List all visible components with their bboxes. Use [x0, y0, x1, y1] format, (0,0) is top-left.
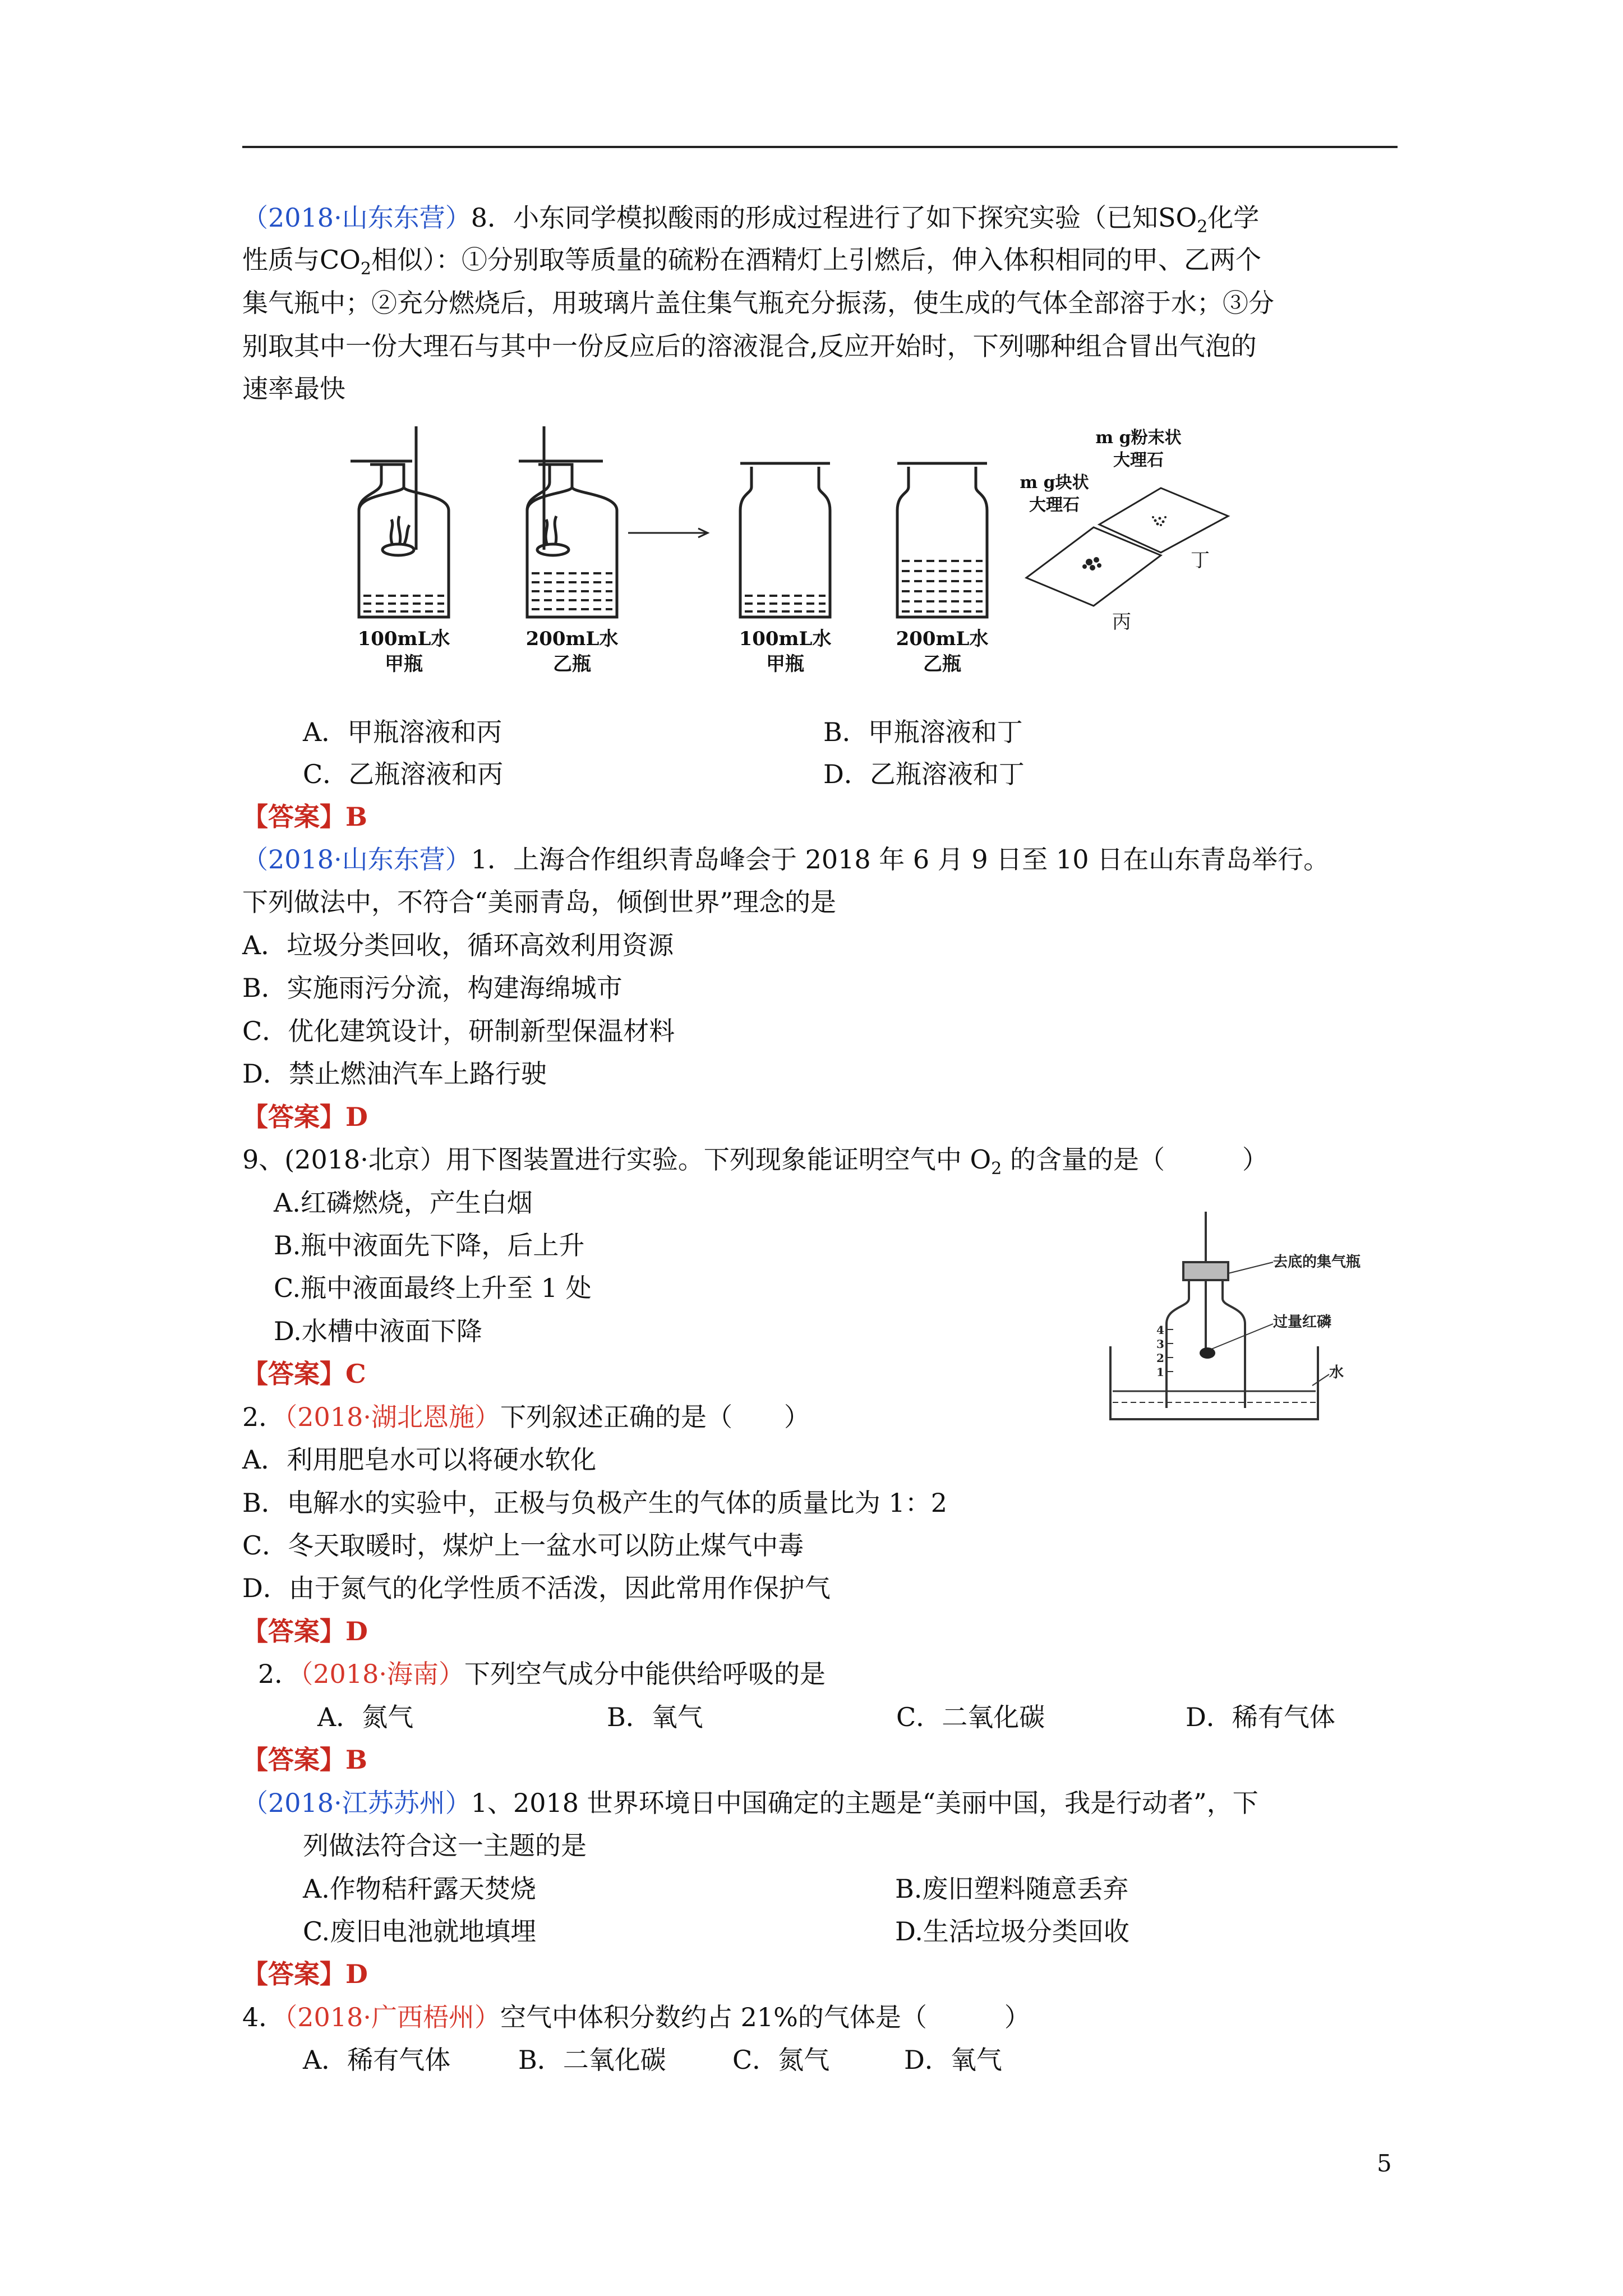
marble-label: 丙 — [1112, 611, 1131, 633]
option-c: C.废旧电池就地填埋 — [303, 1916, 537, 1947]
bottle-label: 100mL水 — [357, 628, 450, 650]
option-b: B.瓶中液面先下降，后上升 — [274, 1230, 585, 1260]
bottle-label: 甲瓶 — [766, 653, 804, 675]
question-line: 下列做法中，不符合“美丽青岛，倾倒世界”理念的是 — [242, 887, 837, 917]
acid-rain-experiment-figure — [336, 415, 1290, 684]
bottle-label: 200mL水 — [896, 628, 989, 650]
marble-label: 丁 — [1191, 549, 1210, 572]
option-a: A.红磷燃烧，产生白烟 — [274, 1188, 533, 1218]
option-c: C．乙瓶溶液和丙 — [303, 759, 504, 789]
marble-label: m g粉末状 — [1095, 428, 1182, 448]
question-line: 2．（2018·海南）下列空气成分中能供给呼吸的是 — [258, 1659, 826, 1689]
question-line: 9、(2018·北京）用下图装置进行实验。下列现象能证明空气中 $O_2$ 的含量的是（ ） — [242, 1144, 1268, 1179]
bottle-jia-solution — [740, 463, 830, 617]
question-line: 速率最快 — [242, 374, 345, 404]
option-a: A.作物秸秆露天焚烧 — [303, 1874, 536, 1904]
answer: 【答案】D — [242, 1616, 368, 1646]
option-c: C．二氧化碳 — [896, 1702, 1045, 1732]
option-a: A．垃圾分类回收，循环高效利用资源 — [242, 930, 674, 960]
option-b: B．甲瓶溶液和丁 — [823, 717, 1023, 747]
apparatus-label: 过量红磷 — [1273, 1314, 1332, 1331]
bottle-jia-burning — [351, 426, 449, 617]
option-b: B．电解水的实验中，正极与负极产生的气体的质量比为 1：2 — [242, 1488, 947, 1518]
marble-label: 大理石 — [1029, 495, 1080, 515]
option-b: B．实施雨污分流，构建海绵城市 — [242, 973, 623, 1003]
option-b: B．氧气 — [607, 1702, 703, 1732]
question-line: 列做法符合这一主题的是 — [303, 1830, 587, 1861]
option-d: D．乙瓶溶液和丁 — [823, 759, 1025, 789]
question-line: （2018·江苏苏州）1、2018 世界环境日中国确定的主题是“美丽中国，我是行动者”，下 — [242, 1788, 1258, 1818]
option-b: B．二氧化碳 — [518, 2045, 666, 2075]
question-line: 4．（2018·广西梧州）空气中体积分数约占 21%的气体是（ ） — [242, 2002, 1030, 2032]
marble-label: m g块状 — [1020, 473, 1089, 493]
question-line: 性质与$CO_2$相似）：①分别取等质量的硫粉在酒精灯上引燃后，伸入体积相同的甲、乙两个 — [242, 245, 1262, 279]
option-b: B.废旧塑料随意丢弃 — [895, 1874, 1129, 1904]
option-d: D.生活垃圾分类回收 — [895, 1916, 1129, 1947]
answer: 【答案】D — [242, 1102, 368, 1132]
option-a: A．甲瓶溶液和丙 — [303, 717, 502, 747]
question-source: （2018·江苏苏州） — [242, 1788, 471, 1818]
option-c: C.瓶中液面最终上升至 1 处 — [274, 1273, 592, 1303]
option-c: C．优化建筑设计，研制新型保温材料 — [242, 1016, 675, 1046]
question-line: 集气瓶中；②充分燃烧后，用玻璃片盖住集气瓶充分振荡，使生成的气体全部溶于水；③分 — [242, 288, 1274, 318]
bottle-yi-burning — [519, 426, 617, 617]
option-d: D．禁止燃油汽车上路行驶 — [242, 1059, 547, 1089]
option-c: C．冬天取暖时，煤炉上一盆水可以防止煤气中毒 — [242, 1530, 804, 1561]
option-c: C．氮气 — [732, 2045, 830, 2075]
bottle-label: 甲瓶 — [385, 653, 423, 675]
answer: 【答案】C — [242, 1359, 366, 1389]
bottle-label: 乙瓶 — [923, 653, 961, 675]
apparatus-label: 水 — [1329, 1364, 1344, 1381]
question-source: （2018·山东东营） — [242, 203, 471, 233]
question-line: （2018·山东东营）8．小东同学模拟酸雨的形成过程进行了如下探究实验（已知$SO_2$化学 — [242, 203, 1260, 237]
option-d: D.水槽中液面下降 — [274, 1316, 482, 1346]
option-a: A．稀有气体 — [303, 2045, 451, 2075]
scale-mark: 3 — [1156, 1337, 1164, 1351]
apparatus-label: 去底的集气瓶 — [1273, 1254, 1361, 1271]
question-source: （2018·湖北恩施） — [284, 1402, 500, 1432]
scale-mark: 1 — [1156, 1365, 1164, 1379]
answer: 【答案】B — [242, 1745, 367, 1775]
question-source: （2018·广西梧州） — [284, 2002, 500, 2032]
question-line: 别取其中一份大理石与其中一份反应后的溶液混合,反应开始时，下列哪种组合冒出气泡的 — [242, 331, 1257, 361]
bottle-label: 200mL水 — [525, 628, 619, 650]
answer: 【答案】B — [242, 802, 367, 832]
option-a: A．利用肥皂水可以将硬水软化 — [242, 1444, 597, 1475]
option-d: D．由于氮气的化学性质不活泼，因此常用作保护气 — [242, 1573, 831, 1603]
bottle-label: 乙瓶 — [553, 653, 591, 675]
question-line: （2018·山东东营）1．上海合作组织青岛峰会于 2018 年 6 月 9 日至 10 日在山东青岛举行。 — [242, 844, 1330, 875]
bottle-label: 100mL水 — [739, 628, 832, 650]
question-source: （2018·海南） — [300, 1659, 464, 1689]
scale-mark: 2 — [1156, 1351, 1164, 1365]
question-source: （2018·山东东营） — [242, 844, 471, 875]
page-number: 5 — [1377, 2150, 1392, 2177]
marble-label: 大理石 — [1113, 450, 1164, 470]
option-d: D．稀有气体 — [1186, 1702, 1335, 1732]
question-line: 2．（2018·湖北恩施）下列叙述正确的是（ ） — [242, 1402, 810, 1432]
option-a: A．氮气 — [317, 1702, 414, 1732]
bottle-yi-solution — [897, 463, 987, 617]
answer: 【答案】D — [242, 1959, 368, 1989]
scale-mark: 4 — [1156, 1323, 1164, 1337]
header-rule — [242, 146, 1398, 148]
option-d: D．氧气 — [904, 2045, 1002, 2075]
oxygen-content-apparatus-figure — [1105, 1206, 1441, 1430]
